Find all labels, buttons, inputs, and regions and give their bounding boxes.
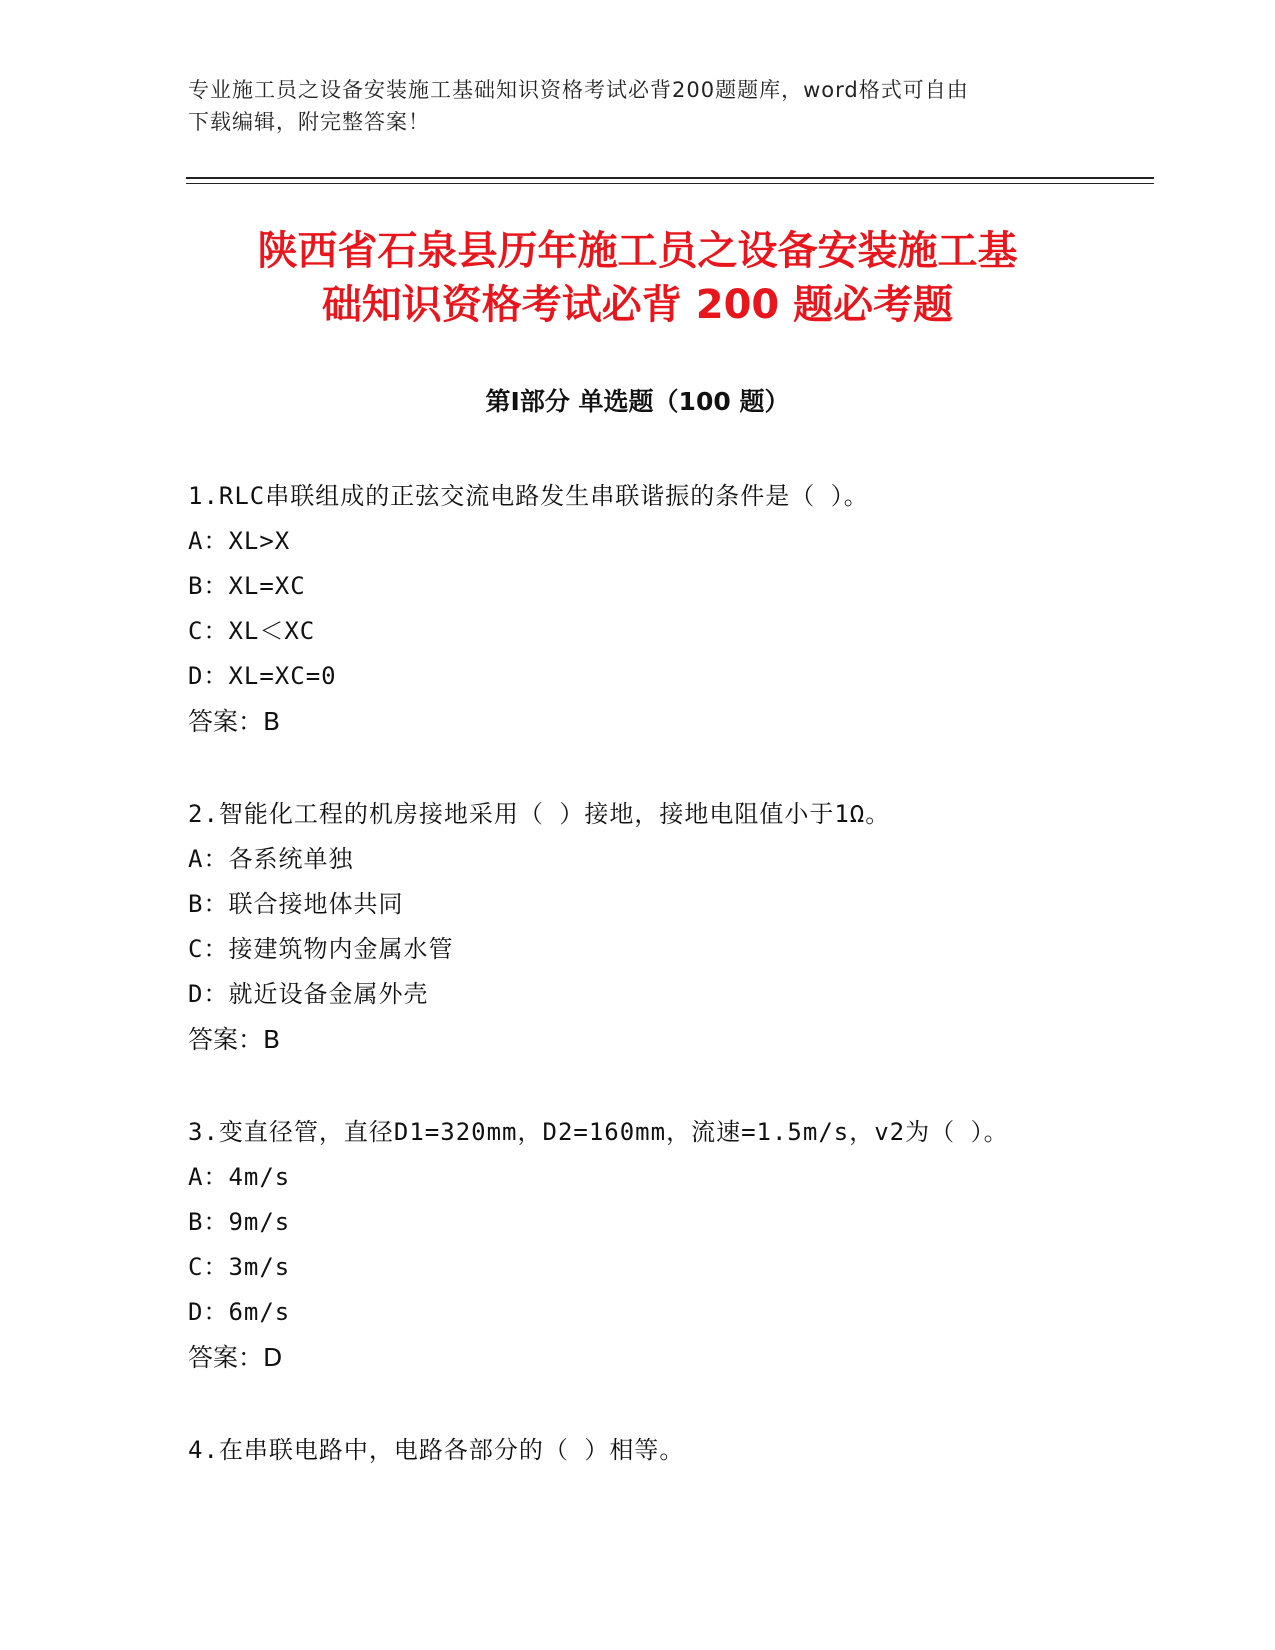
- option-a: A：XL>X: [188, 527, 291, 555]
- header-note: [188, 74, 1088, 138]
- option-d: D：XL=XC=0: [188, 662, 337, 690]
- question-stem: 2.智能化工程的机房接地采用（ ）接地，接地电阻值小于1Ω。: [188, 800, 891, 828]
- document-title-line-1: 陕西省石泉县历年施工员之设备安装施工基: [257, 228, 1018, 274]
- option-b: B：9m/s: [188, 1208, 291, 1236]
- header-note-line-1: 专业施工员之设备安装施工基础知识资格考试必背200题题库，word格式可自由: [188, 78, 969, 102]
- answer-line: 答案：D: [188, 1343, 283, 1372]
- option-c: C：XL＜XC: [188, 617, 316, 645]
- question-stem: 3.变直径管，直径D1=320mm，D2=160mm，流速=1.5m/s，v2为（ ）。: [188, 1118, 1009, 1146]
- document-title: [150, 224, 1125, 332]
- document-title-line-2: 础知识资格考试必背 200 题必考题: [321, 282, 954, 328]
- option-c: C：3m/s: [188, 1253, 291, 1281]
- header-note-line-2: 下载编辑，附完整答案！: [188, 110, 430, 134]
- question-item: [188, 1110, 1168, 1380]
- option-a: A：4m/s: [188, 1163, 291, 1191]
- question-stem: 1.RLC串联组成的正弦交流电路发生串联谐振的条件是（ ）。: [188, 482, 869, 510]
- header-rule-thick: [186, 177, 1154, 179]
- option-b: B：XL=XC: [188, 572, 306, 600]
- section-heading: 第Ⅰ部分 单选题（100 题）: [485, 387, 790, 416]
- answer-line: 答案：B: [188, 1025, 281, 1054]
- option-c: C：接建筑物内金属水管: [188, 935, 454, 963]
- option-d: D：就近设备金属外壳: [188, 980, 429, 1008]
- question-item: [188, 1428, 1168, 1473]
- header-rule-thin: [186, 183, 1154, 184]
- answer-line: 答案：B: [188, 707, 281, 736]
- question-stem: 4.在串联电路中，电路各部分的（ ）相等。: [188, 1436, 685, 1464]
- question-item: [188, 474, 1168, 744]
- question-item: [188, 792, 1168, 1062]
- option-a: A：各系统单独: [188, 845, 354, 873]
- option-d: D：6m/s: [188, 1298, 291, 1326]
- option-b: B：联合接地体共同: [188, 890, 404, 918]
